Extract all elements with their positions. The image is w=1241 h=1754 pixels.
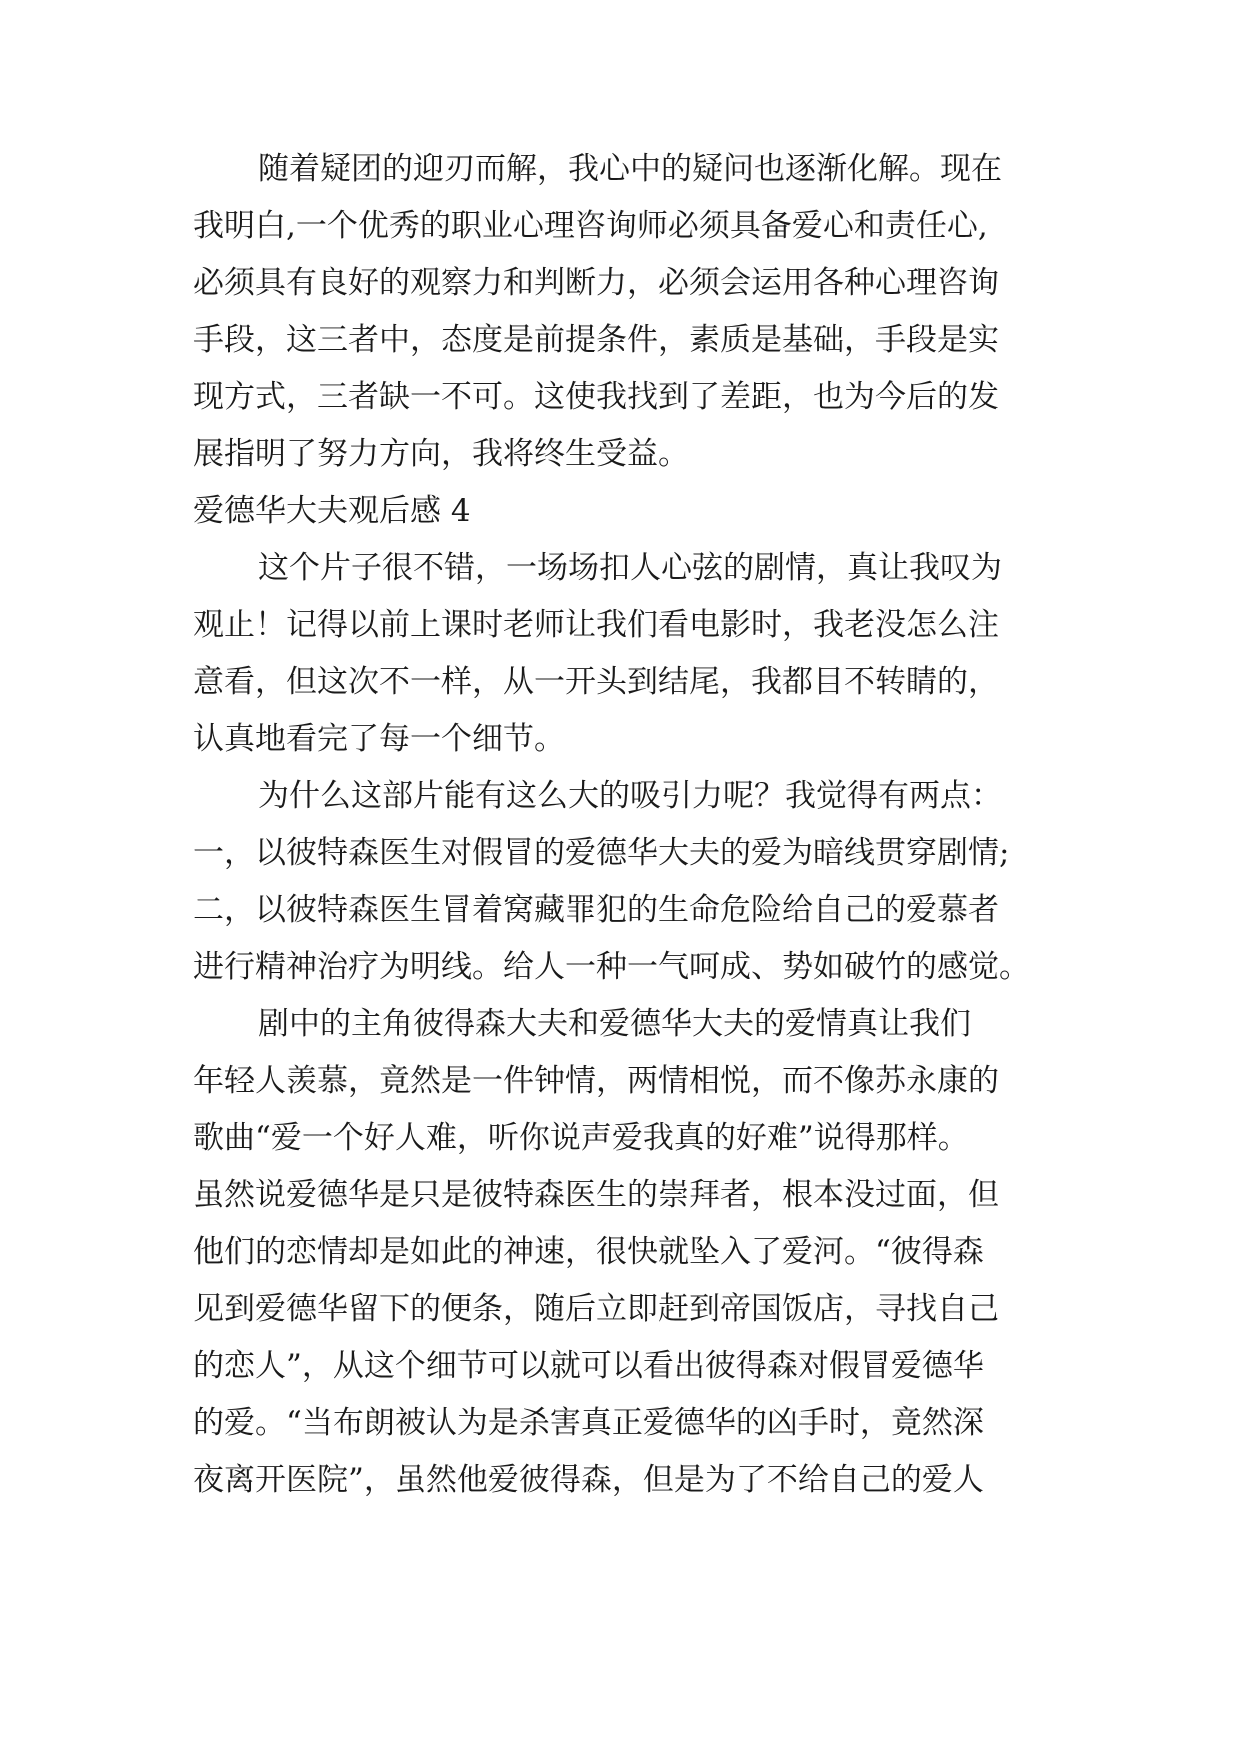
paragraph-4-line-3: 歌曲“爱一个好人难，听你说声爱我真的好难”说得那样。	[193, 1120, 969, 1156]
paragraph-2-line-1: 这个片子很不错，一场场扣人心弦的剧情，真让我叹为	[258, 550, 1002, 586]
paragraph-1-line-2: 我明白,一个优秀的职业心理咨询师必须具备爱心和责任心,	[193, 208, 988, 244]
paragraph-4-line-4: 虽然说爱德华是只是彼特森医生的崇拜者，根本没过面，但	[193, 1177, 999, 1213]
paragraph-1-line-1: 随着疑团的迎刃而解，我心中的疑问也逐渐化解。现在	[258, 151, 1002, 187]
paragraph-4-line-2: 年轻人羡慕，竟然是一件钟情，两情相悦，而不像苏永康的	[193, 1063, 999, 1099]
paragraph-1-line-3: 必须具有良好的观察力和判断力，必须会运用各种心理咨询	[193, 265, 999, 301]
paragraph-3-line-1: 为什么这部片能有这么大的吸引力呢？我觉得有两点：	[258, 778, 1002, 814]
section-heading: 爱德华大夫观后感 4	[193, 493, 471, 529]
paragraph-3-line-3: 二，以彼特森医生冒着窝藏罪犯的生命危险给自己的爱慕者	[193, 892, 999, 928]
paragraph-1-line-4: 手段，这三者中，态度是前提条件，素质是基础，手段是实	[193, 322, 999, 358]
paragraph-4-line-1: 剧中的主角彼得森大夫和爱德华大夫的爱情真让我们	[258, 1006, 971, 1042]
paragraph-4-line-9: 夜离开医院”，虽然他爱彼得森，但是为了不给自己的爱人	[193, 1462, 984, 1498]
paragraph-1-line-6: 展指明了努力方向，我将终生受益。	[193, 436, 689, 472]
paragraph-2-line-4: 认真地看完了每一个细节。	[193, 721, 565, 757]
paragraph-3-line-2: 一，以彼特森医生对假冒的爱德华大夫的爱为暗线贯穿剧情;	[193, 835, 1010, 871]
paragraph-4-line-8: 的爱。“当布朗被认为是杀害真正爱德华的凶手时，竟然深	[193, 1405, 984, 1441]
paragraph-3-line-4: 进行精神治疗为明线。给人一种一气呵成、势如破竹的感觉。	[193, 949, 1030, 985]
paragraph-2-line-3: 意看，但这次不一样，从一开头到结尾，我都目不转睛的，	[193, 664, 999, 700]
paragraph-2-line-2: 观止！记得以前上课时老师让我们看电影时，我老没怎么注	[193, 607, 999, 643]
paragraph-4-line-5: 他们的恋情却是如此的神速，很快就坠入了爱河。“彼得森	[193, 1234, 984, 1270]
paragraph-4-line-7: 的恋人”，从这个细节可以就可以看出彼得森对假冒爱德华	[193, 1348, 984, 1384]
paragraph-4-line-6: 见到爱德华留下的便条，随后立即赶到帝国饭店，寻找自己	[193, 1291, 999, 1327]
paragraph-1-line-5: 现方式，三者缺一不可。这使我找到了差距，也为今后的发	[193, 379, 999, 415]
